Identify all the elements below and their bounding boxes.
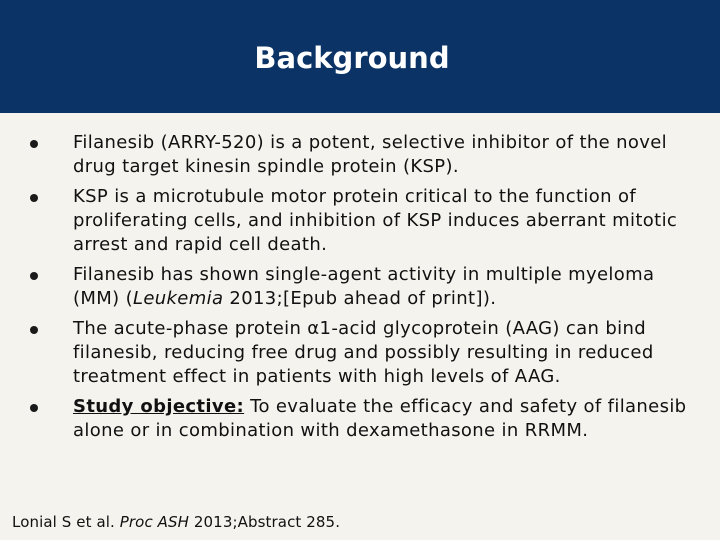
study-objective-label: Study objective: (73, 396, 245, 417)
bullet-icon (30, 140, 38, 148)
citation-journal: Proc ASH (119, 513, 190, 531)
bullet-item (30, 263, 700, 311)
bullet-list (30, 131, 700, 449)
bullet-icon (30, 404, 38, 412)
bullet-text: To evaluate the efficacy and safety of filanesib alone or in combination with dexamethasone in RRMM. (73, 396, 687, 441)
bullet-item (30, 395, 700, 443)
citation-detail: 2013;Abstract 285. (189, 513, 341, 531)
citation-author: Lonial S et al. (12, 513, 120, 531)
citation (12, 513, 340, 531)
bullet-text: Filanesib (ARRY-520) is a potent, selective inhibitor of the novel drug target kinesin spindle protein (KSP). (73, 132, 668, 177)
bullet-text: Filanesib has shown single-agent activity in multiple myeloma (MM) ( (73, 264, 655, 309)
bullet-icon (30, 272, 38, 280)
bullet-item (30, 317, 700, 389)
bullet-item (30, 185, 700, 257)
slide-title: Background (254, 41, 450, 75)
bullet-text: The acute-phase protein α1-acid glycoprotein (AAG) can bind filanesib, reducing free drug and possibly resulting in reduced treatment effect in patients with high levels of AAG. (73, 318, 654, 387)
title-bar (0, 0, 720, 113)
bullet-text-end: 2013;[Epub ahead of print]). (223, 288, 497, 309)
bullet-icon (30, 194, 38, 202)
bullet-item (30, 131, 700, 179)
journal-name: Leukemia (132, 288, 224, 309)
bullet-icon (30, 326, 38, 334)
bullet-text: KSP is a microtubule motor protein critical to the function of proliferating cells, and inhibition of KSP induces aberrant mitotic arrest and rapid cell death. (73, 186, 678, 255)
